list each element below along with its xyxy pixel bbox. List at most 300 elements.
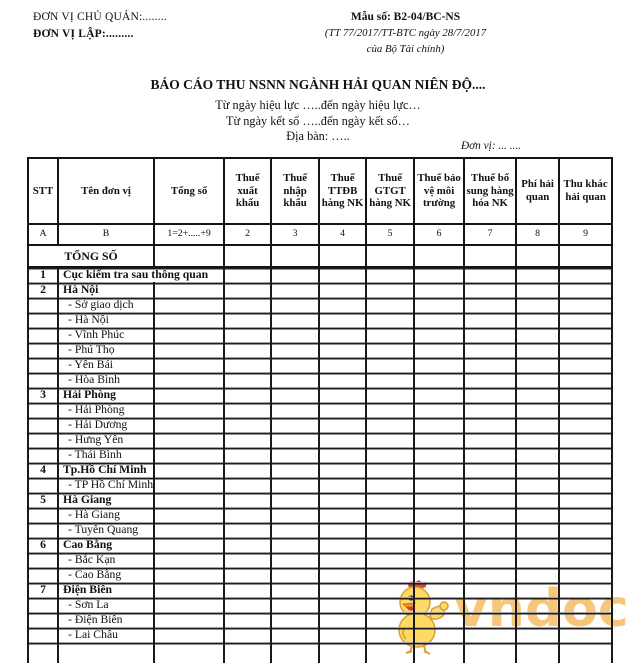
value-cell-empty [559,508,612,523]
value-cell-empty [464,358,516,373]
value-cell-empty [366,493,414,508]
unit-name-cell: Hải Phòng [58,388,154,403]
table-row [28,553,612,568]
value-cell-empty [516,388,559,403]
value-cell-empty [414,448,464,463]
value-cell-empty [414,388,464,403]
value-cell-empty [516,568,559,583]
value-cell-empty [366,523,414,538]
value-cell-empty [559,553,612,568]
value-cell-empty [319,598,366,613]
value-cell-empty [366,598,414,613]
value-cell-empty [559,523,612,538]
column-header-5: Thuế TTĐB hàng NK [319,158,366,224]
stt-cell: 5 [28,493,58,508]
value-cell-empty [464,553,516,568]
value-cell-empty [154,418,224,433]
value-cell-empty [271,328,319,343]
value-cell-empty [319,245,366,267]
value-cell-empty [271,613,319,628]
value-cell-empty [271,267,319,283]
value-cell-empty [224,298,271,313]
value-cell-empty [366,267,414,283]
table-row [28,267,612,283]
column-code-3: 2 [224,224,271,245]
table-row [28,433,612,448]
value-cell-empty [319,538,366,553]
stt-cell [28,478,58,493]
value-cell-empty [559,388,612,403]
value-cell-empty [464,493,516,508]
stt-cell [28,628,58,643]
effective-date-line: Từ ngày hiệu lực …..đến ngày hiệu lực… [215,98,421,112]
value-cell-empty [414,598,464,613]
unit-name-cell: Hà Nội [58,283,154,298]
value-cell-empty [271,568,319,583]
value-cell-empty [319,313,366,328]
stt-cell [28,373,58,388]
value-cell-empty [414,463,464,478]
value-cell-empty [559,358,612,373]
value-cell-empty [464,463,516,478]
value-cell-empty [559,403,612,418]
column-header-10: Thu khác hải quan [559,158,612,224]
value-cell-empty [271,358,319,373]
column-code-5: 4 [319,224,366,245]
value-cell-empty [224,418,271,433]
value-cell-empty [464,568,516,583]
table-row [28,628,612,643]
column-header-2: Tổng số [154,158,224,224]
column-code-2: 1=2+.....+9 [154,224,224,245]
value-cell-empty [414,283,464,298]
table-header [28,158,612,245]
value-cell-empty [559,433,612,448]
report-table-wrap [27,157,613,663]
value-cell-empty [559,283,612,298]
unit-name-cell: - Hải Dương [58,418,154,433]
value-cell-empty [271,643,319,663]
column-header-8: Thuế bổ sung hàng hóa NK [464,158,516,224]
value-cell-empty [271,343,319,358]
value-cell-empty [414,613,464,628]
table-row [28,373,612,388]
value-cell-empty [271,508,319,523]
value-cell-empty [516,403,559,418]
column-header-7: Thuế bảo vệ môi trường [414,158,464,224]
value-cell-empty [224,283,271,298]
table-row [28,478,612,493]
column-header-4: Thuế nhập khẩu [271,158,319,224]
value-cell-empty [224,643,271,663]
value-cell-empty [366,538,414,553]
value-cell-empty [559,313,612,328]
column-code-8: 7 [464,224,516,245]
value-cell-empty [366,283,414,298]
unit-name-cell: - Sở giao dịch [58,298,154,313]
value-cell-empty [271,523,319,538]
value-cell-empty [224,373,271,388]
unit-name-cell: - Cao Bằng [58,568,154,583]
value-cell-empty [154,358,224,373]
value-cell-empty [414,267,464,283]
value-cell-empty [464,313,516,328]
value-cell-empty [559,373,612,388]
value-cell-empty [154,245,224,267]
title-block [3,76,630,145]
unit-name-cell: - TP Hồ Chí Minh [58,478,154,493]
value-cell-empty [414,508,464,523]
value-cell-empty [366,298,414,313]
column-header-0: STT [28,158,58,224]
value-cell-empty [366,553,414,568]
value-cell-empty [516,523,559,538]
stt-cell [28,523,58,538]
total-label-cell: TỔNG SỐ [28,245,154,267]
value-cell-empty [414,553,464,568]
unit-name-cell: - Hà Nội [58,313,154,328]
column-codes-row [28,224,612,245]
unit-name-cell: - Hải Phòng [58,403,154,418]
value-cell-empty [224,403,271,418]
value-cell-empty [366,343,414,358]
table-row [28,448,612,463]
stt-cell [28,328,58,343]
value-cell-empty [559,418,612,433]
closing-date-line: Từ ngày kết sổ …..đến ngày kết sổ… [226,113,410,128]
value-cell-empty [516,463,559,478]
stt-cell [28,448,58,463]
watermark-text: vndoc [454,579,629,639]
value-cell-empty [319,358,366,373]
header-right [318,9,493,57]
value-cell-empty [516,583,559,598]
value-cell-empty [464,283,516,298]
value-cell-empty [154,463,224,478]
stt-cell [28,313,58,328]
value-cell-empty [366,613,414,628]
table-row [28,538,612,553]
value-cell-empty [319,643,366,663]
value-cell-empty [224,267,271,283]
value-cell-empty [559,463,612,478]
table-row [28,343,612,358]
value-cell-empty [271,493,319,508]
value-cell-empty [154,298,224,313]
value-cell-empty [464,267,516,283]
value-cell-empty [224,508,271,523]
value-cell-empty [154,598,224,613]
table-row [28,358,612,373]
value-cell-empty [271,418,319,433]
value-cell-empty [224,478,271,493]
value-cell-empty [414,493,464,508]
value-cell-empty [154,343,224,358]
value-cell-empty [516,553,559,568]
value-cell-empty [319,613,366,628]
value-cell-empty [319,373,366,388]
value-cell-empty [154,403,224,418]
value-cell-empty [559,583,612,598]
table-row [28,613,612,628]
value-cell-empty [464,598,516,613]
value-cell-empty [559,343,612,358]
value-cell-empty [224,358,271,373]
value-cell-empty [319,267,366,283]
unit-name-cell: Hà Giang [58,493,154,508]
unit-name-cell: - Tuyên Quang [58,523,154,538]
value-cell-empty [414,643,464,663]
value-cell-empty [224,328,271,343]
table-row [28,598,612,613]
value-cell-empty [366,328,414,343]
stt-cell: 7 [28,583,58,598]
value-cell-empty [366,433,414,448]
stt-cell [28,343,58,358]
stt-cell [28,403,58,418]
value-cell-empty [319,628,366,643]
value-cell-empty [414,478,464,493]
value-cell-empty [271,313,319,328]
value-cell-empty [366,448,414,463]
value-cell-empty [559,328,612,343]
stt-cell [28,358,58,373]
table-row [28,418,612,433]
value-cell-empty [516,628,559,643]
stt-cell [28,433,58,448]
column-code-7: 6 [414,224,464,245]
column-header-3: Thuế xuất khẩu [224,158,271,224]
value-cell-empty [464,245,516,267]
value-cell-empty [366,568,414,583]
stt-cell: 4 [28,463,58,478]
value-cell-empty [366,463,414,478]
value-cell-empty [559,598,612,613]
unit-name-cell: - Hưng Yên [58,433,154,448]
value-cell-empty [414,523,464,538]
column-header-9: Phí hải quan [516,158,559,224]
column-code-10: 9 [559,224,612,245]
stt-cell [28,553,58,568]
column-code-6: 5 [366,224,414,245]
value-cell-empty [366,508,414,523]
value-cell-empty [414,358,464,373]
table-row [28,313,612,328]
value-cell-empty [559,643,612,663]
value-cell-empty [414,568,464,583]
value-cell-empty [271,463,319,478]
report-table [27,157,613,663]
value-cell-empty [224,538,271,553]
value-cell-empty [516,598,559,613]
table-row [28,493,612,508]
value-cell-empty [224,613,271,628]
value-cell-empty [224,343,271,358]
value-cell-empty [414,433,464,448]
value-cell-empty [319,448,366,463]
area-line: Địa bàn: ….. [286,129,350,143]
preparing-unit-label: ĐƠN VỊ LẬP:......... [33,28,134,40]
unit-name-cell: Tp.Hồ Chí Minh [58,463,154,478]
unit-name-cell: Điện Biên [58,583,154,598]
value-cell-empty [319,298,366,313]
value-cell-empty [559,298,612,313]
value-cell-empty [271,553,319,568]
value-cell-empty [224,448,271,463]
value-cell-empty [154,553,224,568]
value-cell-empty [154,568,224,583]
value-cell-empty [224,568,271,583]
table-row [28,298,612,313]
value-cell-empty [319,463,366,478]
value-cell-empty [366,583,414,598]
value-cell-empty [464,613,516,628]
value-cell-empty [154,628,224,643]
value-cell-empty [414,373,464,388]
report-title: BÁO CÁO THU NSNN NGÀNH HẢI QUAN NIÊN ĐỘ.... [150,77,486,92]
value-cell-empty [154,478,224,493]
table-row [28,643,612,663]
value-cell-empty [319,283,366,298]
value-cell-empty [464,508,516,523]
unit-name-cell: - Phú Thọ [58,343,154,358]
value-cell-empty [271,538,319,553]
value-cell-empty [366,313,414,328]
form-reference-line1: (TT 77/2017/TT-BTC ngày 28/7/2017 [324,27,487,39]
unit-name-cell: - Hà Giang [58,508,154,523]
column-header-6: Thuế GTGT hàng NK [366,158,414,224]
value-cell-empty [516,328,559,343]
value-cell-empty [154,313,224,328]
value-cell-empty [464,328,516,343]
stt-cell: 6 [28,538,58,553]
table-row [28,568,612,583]
value-cell-empty [516,538,559,553]
value-cell-empty [366,245,414,267]
value-cell-empty [559,568,612,583]
value-cell-empty [516,433,559,448]
value-cell-empty [366,418,414,433]
value-cell-empty [464,388,516,403]
value-cell-empty [224,598,271,613]
table-row [28,388,612,403]
value-cell-empty [319,568,366,583]
value-cell-empty [154,373,224,388]
value-cell-empty [559,448,612,463]
value-cell-empty [366,358,414,373]
value-cell-empty [319,478,366,493]
value-cell-empty [154,493,224,508]
table-row [28,523,612,538]
value-cell-empty [366,643,414,663]
value-cell-empty [271,583,319,598]
value-cell-empty [319,553,366,568]
value-cell-empty [271,403,319,418]
value-cell-empty [154,448,224,463]
stt-cell: 2 [28,283,58,298]
value-cell-empty [271,628,319,643]
value-cell-empty [224,388,271,403]
unit-name-cell: Cao Bằng [58,538,154,553]
value-cell-empty [271,283,319,298]
value-cell-empty [319,403,366,418]
form-number: Mẫu số: B2-04/BC-NS [350,11,461,23]
column-header-1: Tên đơn vị [58,158,154,224]
value-cell-empty [319,523,366,538]
value-cell-empty [516,298,559,313]
value-cell-empty [464,343,516,358]
managing-unit-label: ĐƠN VỊ CHỦ QUẢN:........ [33,11,167,23]
value-cell-empty [559,613,612,628]
unit-name-cell: - Thái Bình [58,448,154,463]
value-cell-empty [464,403,516,418]
value-cell-empty [516,358,559,373]
value-cell-empty [319,343,366,358]
value-cell-empty [154,283,224,298]
unit-label: Đơn vị: ... .... [461,140,521,152]
value-cell-empty [319,583,366,598]
value-cell-empty [414,628,464,643]
stt-cell [28,643,58,663]
table-row [28,508,612,523]
value-cell-empty [559,245,612,267]
value-cell-empty [319,493,366,508]
value-cell-empty [154,613,224,628]
value-cell-empty [464,538,516,553]
value-cell-empty [366,403,414,418]
value-cell-empty [271,448,319,463]
value-cell-empty [154,523,224,538]
value-cell-empty [516,478,559,493]
value-cell-empty [271,245,319,267]
value-cell-empty [559,493,612,508]
form-reference-line2: của Bộ Tài chính) [366,43,445,55]
unit-name-cell: - Điện Biên [58,613,154,628]
value-cell-empty [224,245,271,267]
value-cell-empty [516,643,559,663]
table-body [28,245,612,663]
value-cell-empty [154,388,224,403]
value-cell-empty [464,643,516,663]
value-cell-empty [559,478,612,493]
value-cell-empty [154,643,224,663]
value-cell-empty [271,388,319,403]
value-cell-empty [271,598,319,613]
value-cell-empty [559,267,612,283]
value-cell-empty [319,328,366,343]
value-cell-empty [271,433,319,448]
value-cell-empty [224,523,271,538]
value-cell-empty [414,328,464,343]
value-cell-empty [154,328,224,343]
value-cell-empty [224,313,271,328]
stt-cell [28,613,58,628]
value-cell-empty [559,538,612,553]
value-cell-empty [414,538,464,553]
stt-cell [28,508,58,523]
value-cell-empty [271,478,319,493]
table-row [28,245,612,267]
value-cell-empty [516,313,559,328]
value-cell-empty [224,553,271,568]
stt-cell [28,568,58,583]
value-cell-empty [414,245,464,267]
unit-name-cell: - Hòa Bình [58,373,154,388]
value-cell-empty [414,583,464,598]
stt-cell [28,418,58,433]
table-row [28,328,612,343]
header-left [33,9,167,43]
